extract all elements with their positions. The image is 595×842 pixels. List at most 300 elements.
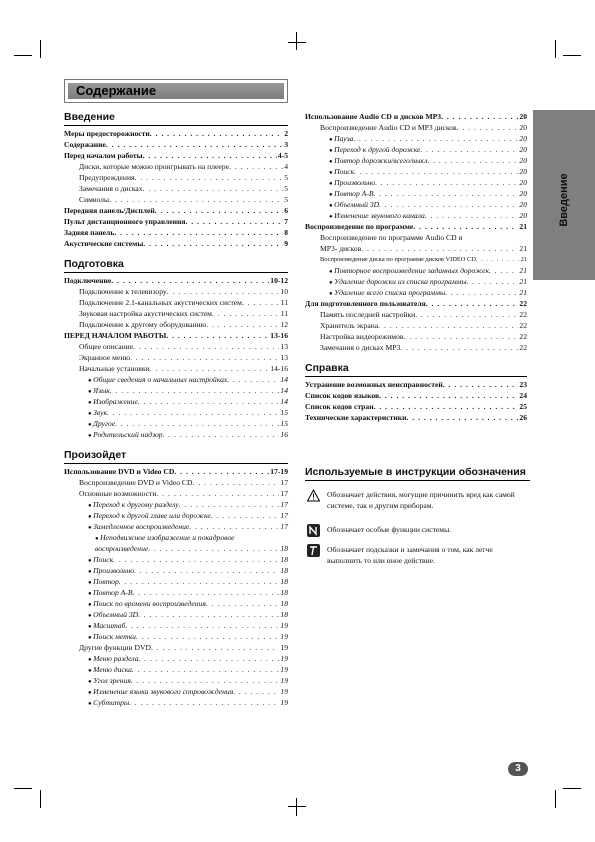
toc-entry — [64, 686, 288, 697]
dot-leader — [185, 216, 283, 227]
toc-entry — [64, 286, 288, 297]
side-tab — [533, 110, 595, 280]
toc-entry-page: 20 — [519, 134, 527, 143]
dot-leader — [420, 144, 518, 155]
toc-entry — [305, 265, 527, 276]
toc-entry — [305, 401, 527, 412]
toc-entry-page: 17 — [280, 500, 288, 509]
toc-entry-title: воспроизведение — [95, 544, 149, 553]
toc-entry-title: Воспроизведение Audio CD и MP3 дисков — [320, 123, 457, 132]
toc-entry — [64, 194, 288, 205]
dot-leader — [106, 139, 283, 150]
crop-mark — [14, 55, 32, 56]
toc-entry-title: Воспроизведение диска по программе дисков VIDEO CD — [320, 256, 476, 263]
toc-entry-page: 22 — [519, 299, 527, 308]
dot-leader — [139, 653, 280, 664]
tip-t-icon — [307, 544, 320, 557]
toc-entry-page: 17 — [280, 478, 288, 487]
toc-entry-title: Акустические системы — [64, 239, 144, 248]
dot-leader — [151, 642, 279, 653]
toc-entry-page: 20 — [519, 189, 527, 198]
toc-entry-title: ● Меню диска — [88, 664, 132, 677]
dot-leader — [150, 363, 270, 374]
toc-entry-page: 23 — [519, 380, 527, 389]
toc-entry — [64, 150, 288, 161]
toc-entry — [305, 133, 527, 144]
dot-leader — [166, 330, 269, 341]
toc-entry-title: ● Изображение — [88, 396, 138, 409]
dot-leader — [361, 243, 518, 254]
toc-entry-page: 11 — [280, 298, 288, 307]
dot-leader — [150, 128, 283, 139]
toc-entry-page: 18 — [280, 588, 288, 597]
toc-entry-title: Подключение к другому оборудованию — [79, 320, 207, 329]
toc-entry-page: 10 — [280, 287, 288, 296]
dot-leader — [375, 177, 518, 188]
toc-entry-page: 20 — [519, 167, 527, 176]
toc-entry — [64, 543, 288, 554]
toc-entry-title: Символы — [79, 195, 110, 204]
crop-mark — [14, 788, 32, 789]
toc-entry-page: 2 — [284, 129, 288, 138]
legend-text: Обозначает подсказки и замечания о том, как легче выполнить то или иное действие. — [327, 545, 493, 565]
toc-entry-title: Содержание — [64, 140, 106, 149]
toc-entry — [64, 521, 288, 532]
toc-entry-page: 18 — [280, 555, 288, 564]
legend-text: Обозначает действия, могущие причинить вред как самой системе, так и другим приборам. — [327, 490, 515, 510]
toc-entry-page: 21 — [519, 266, 527, 275]
dot-leader — [407, 412, 519, 423]
toc-entry — [64, 576, 288, 587]
toc-entry-title: ● Произвольно — [329, 177, 375, 190]
toc-entry — [64, 642, 288, 653]
dot-leader — [156, 488, 279, 499]
dot-leader — [189, 521, 279, 532]
toc-right-column — [305, 111, 527, 423]
toc-entry — [305, 379, 527, 390]
toc-entry — [64, 183, 288, 194]
spacer — [305, 353, 527, 362]
toc-entry-page: 16 — [280, 430, 288, 439]
toc-entry-title: ● Повтор дорожки/всего/выкл — [329, 155, 427, 168]
toc-entry-page: 19 — [280, 654, 288, 663]
toc-entry-page: 17-19 — [270, 467, 288, 476]
toc-entry-page: 15 — [280, 419, 288, 428]
dot-leader — [129, 697, 279, 708]
toc-entry — [305, 144, 527, 155]
dot-leader — [206, 598, 280, 609]
spacer — [64, 249, 288, 258]
page-title-bar — [64, 79, 288, 103]
toc-entry-title: ● Переход к другой главе или дорожке — [88, 510, 211, 523]
toc-entry-page: 18 — [280, 566, 288, 575]
toc-entry — [64, 205, 288, 216]
dot-leader — [115, 418, 279, 429]
toc-entry — [305, 298, 527, 309]
toc-entry — [305, 155, 527, 166]
toc-entry-title: ● Масштаб — [88, 620, 125, 633]
toc-entry — [64, 565, 288, 576]
dot-leader — [242, 297, 280, 308]
toc-entry-title: ● Переход к другой дорожке — [329, 144, 420, 157]
toc-entry-title: ● Повтор A-B — [329, 188, 373, 201]
toc-entry-line — [305, 232, 527, 243]
toc-entry — [64, 319, 288, 330]
toc-entry-title: Память последней настройки — [320, 310, 416, 319]
dot-leader — [443, 379, 519, 390]
dot-leader — [426, 298, 519, 309]
dot-leader — [379, 199, 518, 210]
toc-entry — [64, 407, 288, 418]
toc-entry — [64, 587, 288, 598]
toc-entry-page: 22 — [519, 310, 527, 319]
legend-text: Обозначает особые функции системы. — [327, 525, 452, 534]
dot-leader — [441, 111, 518, 122]
section-heading: Произойдет — [64, 449, 288, 464]
crop-mark — [555, 790, 556, 808]
dot-leader — [138, 609, 279, 620]
toc-entry-title: ПЕРЕД НАЧАЛОМ РАБОТЫ — [64, 331, 167, 340]
toc-entry-page: 18 — [280, 599, 288, 608]
toc-entry-title: Другие функции DVD — [79, 643, 151, 652]
dot-leader — [445, 287, 518, 298]
toc-entry — [64, 297, 288, 308]
toc-entry — [64, 418, 288, 429]
side-tab-label: Введение — [558, 173, 570, 227]
toc-entry-title: ● Изменение звукового канала — [329, 210, 425, 223]
toc-entry-title: Подключение к телевизору — [79, 287, 167, 296]
toc-entry-page: 18 — [280, 544, 288, 553]
dot-leader — [403, 331, 518, 342]
toc-entry — [64, 598, 288, 609]
toc-entry-title: ● Угол зрения — [88, 675, 131, 688]
toc-entry — [305, 221, 527, 232]
toc-entry — [64, 363, 288, 374]
toc-entry-title: Пульт дистанционного управления — [64, 217, 186, 226]
toc-entry-page: 21 — [519, 244, 527, 253]
toc-entry-title: Воспроизведение DVD и Video CD — [79, 478, 193, 487]
note-n-icon — [307, 524, 320, 537]
toc-entry-title: Использование DVD и Video CD — [64, 467, 175, 476]
toc-entry — [64, 374, 288, 385]
toc-entry-page: 22 — [519, 321, 527, 330]
toc-entry-title: Замечания о дисках — [79, 184, 143, 193]
toc-entry-title: ● Язык — [88, 385, 110, 398]
crop-mark — [563, 788, 581, 789]
toc-entry — [64, 620, 288, 631]
toc-entry-page: 14 — [280, 397, 288, 406]
dot-leader — [378, 320, 518, 331]
toc-entry-page: 14-16 — [270, 364, 288, 373]
toc-entry — [305, 188, 527, 199]
toc-entry — [64, 697, 288, 708]
toc-entry-page: 20 — [519, 178, 527, 187]
toc-entry-title: Устранение возможных неисправностей — [305, 380, 443, 389]
toc-entry-title: Воспроизведение по программе Audio CD и — [320, 233, 463, 242]
toc-entry-page: 11 — [280, 309, 288, 318]
toc-entry-title: Основные возможности — [79, 489, 157, 498]
toc-entry-title: Задняя панель — [64, 228, 115, 237]
dot-leader — [354, 166, 518, 177]
page-title: Содержание — [76, 83, 157, 98]
section-heading: Введение — [64, 111, 288, 126]
toc-entry-title: Подключение — [64, 276, 112, 285]
toc-entry-page: 17 — [280, 522, 288, 531]
toc-entry — [305, 210, 527, 221]
crop-mark — [555, 40, 556, 58]
toc-entry — [305, 287, 527, 298]
toc-entry-page: 26 — [519, 413, 527, 422]
toc-entry — [305, 412, 527, 423]
toc-entry-page: 19 — [280, 687, 288, 696]
toc-entry — [305, 342, 527, 353]
toc-entry — [305, 122, 527, 133]
dot-leader — [415, 309, 518, 320]
dot-leader — [379, 390, 518, 401]
toc-entry-title: ● Звук — [88, 407, 107, 420]
toc-entry-page: 21 — [519, 222, 527, 231]
toc-entry-page: 13 — [280, 342, 288, 351]
toc-entry — [64, 216, 288, 227]
dot-leader — [113, 554, 279, 565]
toc-entry-page: 5 — [284, 173, 288, 182]
toc-entry-page: 13-16 — [270, 331, 288, 340]
toc-entry-page: 14 — [280, 375, 288, 384]
toc-entry-page: 20 — [519, 123, 527, 132]
toc-entry — [64, 631, 288, 642]
dot-leader — [135, 172, 284, 183]
crop-mark — [40, 790, 41, 808]
dot-leader — [233, 686, 279, 697]
toc-entry — [64, 510, 288, 521]
dot-leader — [134, 565, 279, 576]
toc-entry-title: ● Общие сведения о начальных настройках — [88, 374, 227, 387]
dot-leader — [130, 352, 279, 363]
dot-leader — [413, 221, 518, 232]
toc-entry — [305, 166, 527, 177]
toc-entry-page: 17 — [280, 489, 288, 498]
section-heading: Справка — [305, 362, 527, 377]
toc-entry — [305, 177, 527, 188]
toc-entry-page: 20 — [519, 156, 527, 165]
dot-leader — [132, 664, 280, 675]
crop-mark — [40, 40, 41, 58]
warning-triangle-icon — [307, 489, 320, 502]
dot-leader — [125, 620, 279, 631]
toc-entry-title: Для подготовленного пользователя — [305, 299, 426, 308]
toc-left-column — [64, 111, 288, 708]
toc-entry-page: 5 — [284, 184, 288, 193]
dot-leader — [148, 543, 279, 554]
dot-leader — [155, 205, 283, 216]
toc-entry-page: 18 — [280, 610, 288, 619]
toc-entry-title: ● Повтор A-B — [88, 587, 132, 600]
toc-entry-page: 8 — [284, 228, 288, 237]
toc-entry — [64, 275, 288, 286]
toc-entry — [64, 488, 288, 499]
toc-entry — [305, 320, 527, 331]
dot-leader — [457, 122, 519, 133]
toc-entry — [64, 238, 288, 249]
toc-entry-page: 20 — [519, 145, 527, 154]
dot-leader — [467, 276, 519, 287]
dot-leader — [143, 238, 283, 249]
toc-entry-page: 6 — [284, 206, 288, 215]
toc-entry-title: Хранитель экрана — [320, 321, 379, 330]
toc-entry — [64, 653, 288, 664]
toc-entry-page: 3 — [284, 140, 288, 149]
toc-entry — [64, 664, 288, 675]
crop-mark — [288, 806, 306, 807]
dot-leader — [229, 161, 283, 172]
dot-leader — [476, 254, 520, 265]
toc-entry — [64, 429, 288, 440]
dot-leader — [132, 587, 279, 598]
toc-entry — [305, 309, 527, 320]
toc-entry-page: 13 — [280, 353, 288, 362]
toc-entry — [64, 227, 288, 238]
section-heading: Подготовка — [64, 258, 288, 273]
toc-entry — [64, 675, 288, 686]
dot-leader — [192, 477, 279, 488]
toc-entry-page: 9 — [284, 239, 288, 248]
toc-entry-page: 22 — [519, 343, 527, 352]
toc-entry — [64, 554, 288, 565]
toc-entry-title: ● Произвольно — [88, 565, 134, 578]
toc-entry-title: ● Переход к другому разделу — [88, 499, 179, 512]
dot-leader — [119, 576, 280, 587]
dot-leader — [133, 341, 279, 352]
dot-leader — [110, 385, 280, 396]
toc-entry-title: Список кодов стран — [305, 402, 374, 411]
dot-leader — [211, 510, 280, 521]
dot-leader — [136, 631, 279, 642]
toc-entry-title: Звуковая настройка акустических систем — [79, 309, 212, 318]
dot-leader — [374, 401, 519, 412]
toc-entry-title: MP3- дисков — [320, 244, 362, 253]
toc-entry-title: Перед началом работы — [64, 151, 143, 160]
dot-leader — [179, 499, 280, 510]
toc-entry-title: ● Удаление дорожки из списка программы — [329, 276, 467, 289]
dot-leader — [114, 227, 283, 238]
toc-entry-title: Меры предосторожности — [64, 129, 150, 138]
dot-leader — [109, 194, 283, 205]
toc-entry — [305, 199, 527, 210]
toc-entry-page: 22 — [519, 332, 527, 341]
toc-entry-page: 20 — [519, 112, 527, 121]
toc-entry — [64, 128, 288, 139]
toc-entry — [64, 308, 288, 319]
toc-entry-page: 19 — [280, 621, 288, 630]
toc-entry-page: 25 — [519, 402, 527, 411]
toc-entry-title: Список кодов языков — [305, 391, 380, 400]
toc-entry-title: ● Поиск по времени воспроизведения — [88, 598, 206, 611]
toc-entry-title: ● Объемный 3D — [88, 609, 138, 622]
dot-leader — [425, 210, 519, 221]
toc-entry-title: ● Другое — [88, 418, 115, 431]
toc-entry-page: 4 — [284, 162, 288, 171]
toc-entry-title: ● Повтор — [88, 576, 119, 589]
toc-entry — [64, 172, 288, 183]
toc-entry-page: 19 — [280, 676, 288, 685]
toc-entry — [305, 331, 527, 342]
toc-entry-page: 19 — [280, 643, 288, 652]
toc-entry-title: Технические характеристики — [305, 413, 407, 422]
toc-entry-page: 10-12 — [270, 276, 288, 285]
toc-entry — [64, 396, 288, 407]
toc-entry — [64, 352, 288, 363]
dot-leader — [138, 396, 280, 407]
toc-entry-title: Использование Audio CD и дисков MP3 — [305, 112, 442, 121]
toc-entry-title: ● Родительский надзор — [88, 429, 163, 442]
toc-entry — [64, 609, 288, 620]
dot-leader — [111, 275, 269, 286]
dot-leader — [163, 429, 280, 440]
dot-leader — [353, 133, 518, 144]
toc-entry-page: 15 — [280, 408, 288, 417]
toc-entry-page: 21 — [519, 288, 527, 297]
toc-entry-title: Настройка видеорежимов — [320, 332, 404, 341]
toc-entry-title: ● Поиск метки — [88, 631, 136, 644]
toc-entry — [64, 385, 288, 396]
dot-leader — [373, 188, 518, 199]
toc-entry-title: ● Пауза — [329, 133, 353, 146]
toc-entry — [64, 466, 288, 477]
toc-entry — [305, 276, 527, 287]
toc-entry-page: 24 — [519, 391, 527, 400]
toc-entry-title: ● Субтитры — [88, 697, 129, 710]
toc-entry — [64, 341, 288, 352]
toc-entry — [64, 161, 288, 172]
toc-entry-page: 19 — [280, 698, 288, 707]
toc-entry-title: ● Замедленное воспроизведение — [88, 521, 189, 534]
toc-entry-page: 17 — [280, 511, 288, 520]
toc-entry — [305, 254, 527, 265]
toc-entry-title: Воспроизведение по программе — [305, 222, 414, 231]
page-number: 3 — [508, 762, 528, 776]
toc-entry-line — [64, 532, 288, 543]
dot-leader — [143, 183, 284, 194]
toc-entry-title: ● Повторное воспроизведение заданных дорожек — [329, 265, 489, 278]
toc-entry-page: 5 — [284, 195, 288, 204]
dot-leader — [131, 675, 280, 686]
toc-entry — [64, 139, 288, 150]
crop-mark — [296, 32, 297, 50]
dot-leader — [489, 265, 518, 276]
crop-mark — [288, 42, 306, 43]
toc-entry-title: Диски, которые можно проигрывать на плеере — [79, 162, 229, 171]
toc-entry-page: 19 — [280, 665, 288, 674]
toc-entry-title: ● Поиск — [329, 166, 354, 179]
toc-entry-title: Передняя панель/Дисплей — [64, 206, 155, 215]
toc-entry-title: Экранное меню — [79, 353, 131, 362]
toc-entry-page: 12 — [280, 320, 288, 329]
toc-entry-title: ● Неподвижное изображение и покадровое — [95, 533, 235, 542]
dot-leader — [167, 286, 280, 297]
toc-entry-title: ● Удаление всего списка программы — [329, 287, 445, 300]
toc-entry-page: 21 — [519, 277, 527, 286]
toc-entry-title: ● Поиск — [88, 554, 113, 567]
toc-entry-title: ● Объемный 3D — [329, 199, 379, 212]
toc-entry-page: 18 — [280, 577, 288, 586]
dot-leader — [227, 374, 279, 385]
toc-entry-title: Предупреждения — [79, 173, 135, 182]
dot-leader — [206, 319, 279, 330]
crop-mark — [296, 798, 297, 816]
dot-leader — [212, 308, 280, 319]
toc-entry-page: 7 — [284, 217, 288, 226]
crop-mark — [563, 55, 581, 56]
